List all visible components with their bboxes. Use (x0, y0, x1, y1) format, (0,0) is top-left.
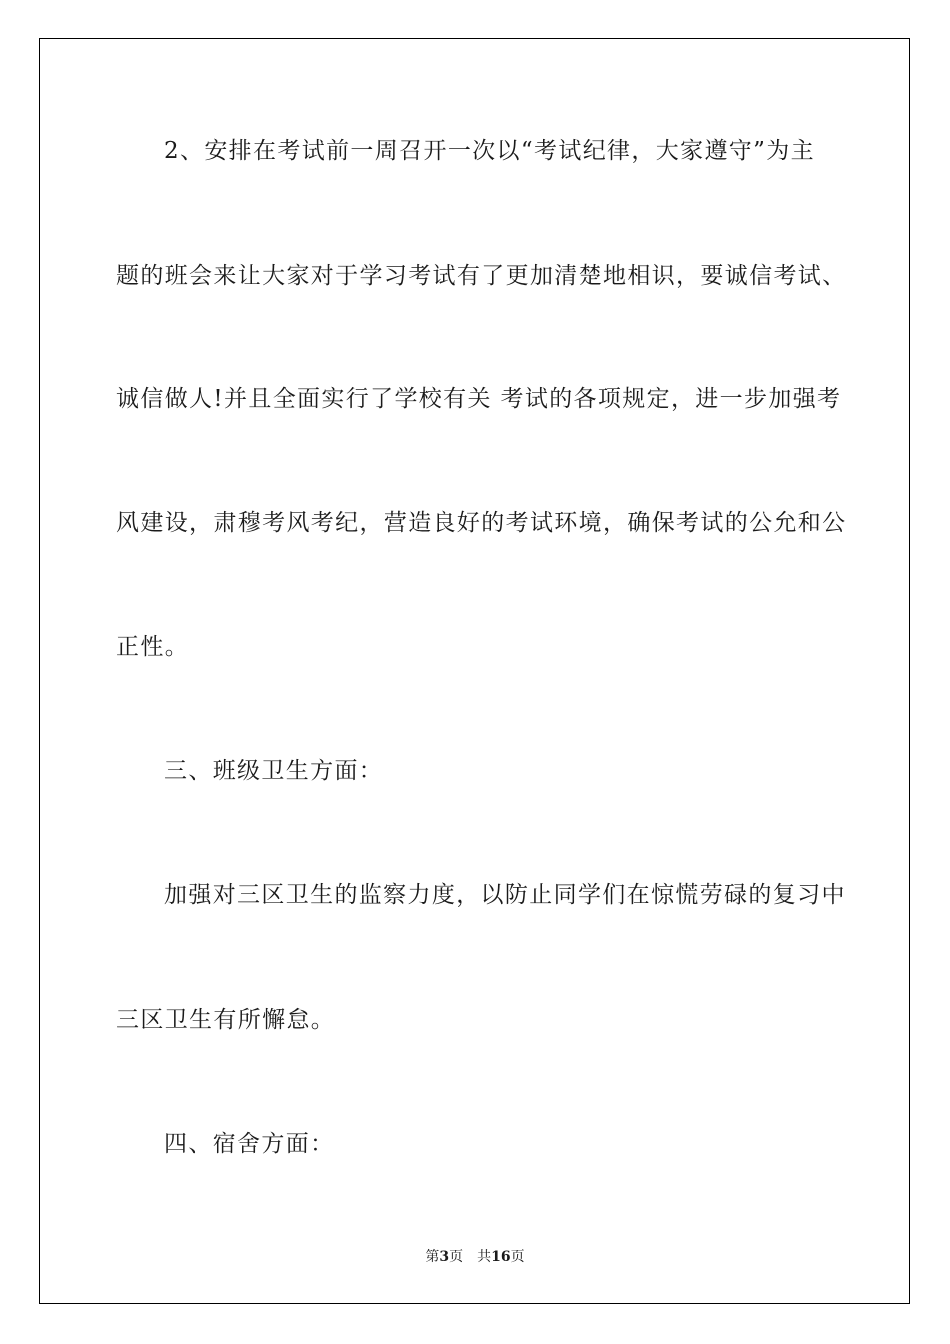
paragraph-line: 2、安排在考试前一周召开一次以“考试纪律，大家遵守”为主 (164, 138, 815, 164)
total-suffix: 页 (510, 1249, 525, 1265)
total-pages: 16 (491, 1249, 511, 1265)
page-footer (0, 1248, 950, 1266)
page-number: 3 (439, 1249, 450, 1265)
paragraph-line: 加强对三区卫生的监察力度，以防止同学们在惊慌劳碌的复习中 (164, 882, 846, 908)
section-heading-hygiene: 三、班级卫生方面： (164, 758, 384, 784)
page-border (39, 38, 910, 1304)
page-suffix: 页 (449, 1249, 464, 1265)
paragraph-line: 三区卫生有所懈怠。 (116, 1007, 336, 1033)
paragraph-line: 诚信做人!并且全面实行了学校有关 考试的各项规定，进一步加强考 (116, 386, 842, 412)
page-prefix: 第 (425, 1249, 440, 1265)
total-prefix: 共 (477, 1249, 492, 1265)
paragraph-line: 风建设，肃穆考风考纪，营造良好的考试环境，确保考试的公允和公 (116, 510, 847, 536)
paragraph-line: 题的班会来让大家对于学习考试有了更加清楚地相识，要诚信考试、 (116, 263, 847, 289)
section-heading-dormitory: 四、宿舍方面： (164, 1131, 335, 1157)
paragraph-line: 正性。 (116, 634, 190, 660)
